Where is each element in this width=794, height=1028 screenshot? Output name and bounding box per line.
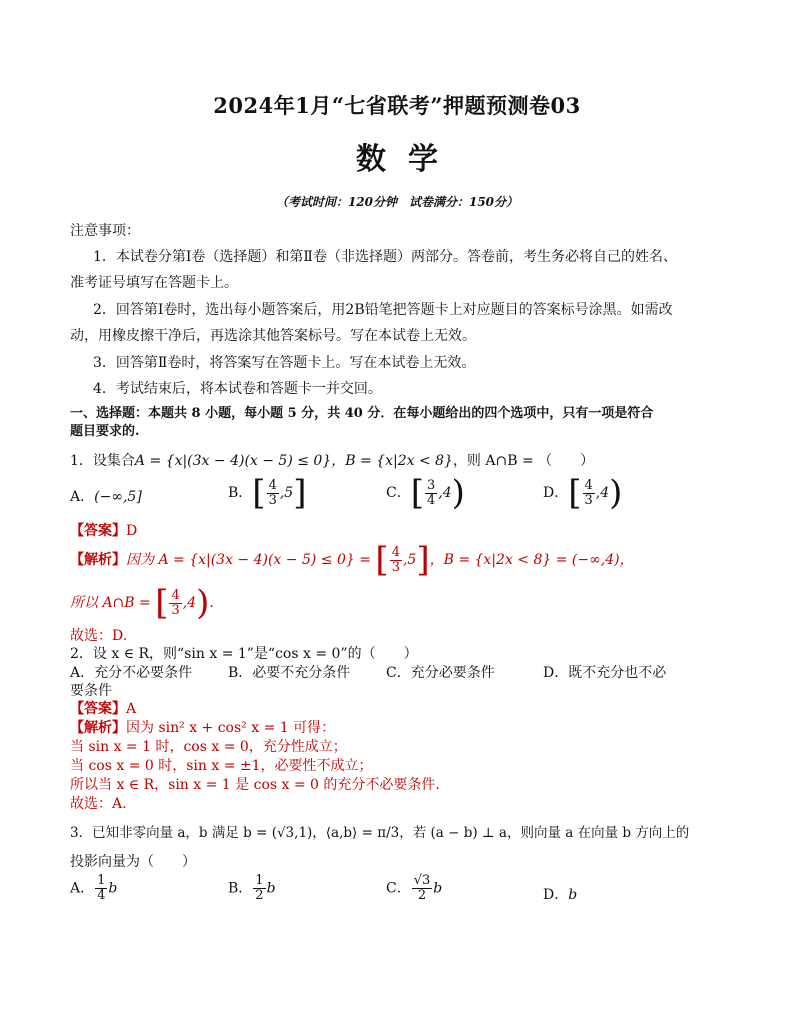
q1-option-d-num: 4: [584, 477, 593, 493]
q3-option-a-num: 1: [97, 873, 106, 888]
q1-analysis: 【解析】因为 A = {x|(3x − 4)(x − 5) ≤ 0} = [ $\frac{4}{3}$ ,5]，B = {x|2x < 8} = (−∞,4)，: [70, 540, 634, 580]
q3-option-b-num: 1: [255, 873, 264, 888]
q1-so-end: .: [209, 595, 214, 611]
q2-answer-value: A: [126, 701, 137, 717]
subject-heading: 数学: [356, 142, 460, 177]
q2-stem: 2．设 x ∈ R，则“sin x = 1”是“cos x = 0”的（ ）: [70, 646, 418, 662]
q1-option-a-value: (−∞,5]: [94, 489, 142, 505]
note-item-1-line-2: 准考证号填写在答题卡上。: [70, 275, 238, 291]
q2-analysis-line-4: 所以当 x ∈ R，sin x = 1 是 cos x = 0 的充分不必要条件.: [70, 777, 440, 793]
section-heading-line-2: 题目要求的.: [70, 424, 140, 439]
q3-stem-line-2: 投影向量为（ ）: [70, 854, 196, 870]
q3-option-b-label: B．: [228, 880, 253, 897]
q3-option-b-den: 2: [255, 888, 264, 903]
q3-option-b-vec: b: [266, 880, 276, 897]
q1-option-b-label: B．: [228, 485, 253, 501]
q1-analysis-part1: 因为 A = {x|(3x − 4)(x − 5) ≤ 0} =: [126, 552, 376, 568]
q1-choose: 故选：D.: [70, 628, 128, 644]
note-item-1-line-1: 1．本试卷分第Ⅰ卷（选择题）和第Ⅱ卷（非选择题）两部分。答卷前，考生务必将自己的姓名、: [93, 249, 677, 265]
q3-option-c-num: √3: [413, 873, 431, 888]
q3-option-c-den: 2: [417, 888, 427, 903]
q2-option-c: C．充分必要条件: [386, 665, 495, 681]
q2-option-d-continued: 要条件: [70, 683, 112, 699]
section-heading-line-1: 一、选择题：本题共 8 小题，每小题 5 分，共 40 分．在每小题给出的四个选项中，只有一项是符合: [70, 406, 654, 421]
q1-option-b-rest: ,5: [279, 485, 294, 501]
q1-analysis-num: 4: [391, 544, 400, 560]
q1-analysis-tag: 【解析】: [70, 552, 126, 568]
q1-answer-value: D: [126, 523, 138, 539]
q1-so-rest: ,4: [182, 595, 197, 611]
q1-option-c: C．[ $\frac{3}{4}$ ,4): [386, 473, 465, 513]
q2-answer: [70, 700, 136, 718]
q2-choose: 故选：A.: [70, 796, 127, 812]
q3-option-c: [386, 874, 442, 903]
q2-answer-tag: 【答案】: [70, 701, 126, 717]
q3-option-b: [228, 874, 276, 903]
q1-option-a: [70, 486, 142, 506]
q1-option-c-num: 3: [426, 477, 436, 493]
q1-analysis-rest: ,5: [402, 552, 417, 568]
q1-option-c-label: C．: [386, 485, 411, 501]
q1-option-c-rest: ,4: [438, 485, 452, 501]
note-item-4: 4．考试结束后，将本试卷和答题卡一并交回。: [93, 381, 382, 397]
q1-conclusion: 所以 A∩B = [ $\frac{4}{3}$ ,4).: [70, 583, 214, 623]
q1-option-d: D．[ $\frac{4}{3}$ ,4): [543, 473, 623, 513]
q1-option-b: B．[ $\frac{4}{3}$ ,5]: [228, 473, 307, 513]
q2-analysis-line-3: 当 cos x = 0 时，sin x = ±1，必要性不成立；: [70, 758, 373, 774]
q3-option-d: [543, 884, 577, 904]
q1-stem: [70, 452, 594, 470]
exam-info: （考试时间：120分钟 试卷满分：150分）: [275, 195, 519, 209]
q1-answer: [70, 522, 137, 540]
q1-option-b-den: 3: [268, 492, 277, 508]
q1-option-d-label: D．: [543, 485, 569, 501]
q1-answer-tag: 【答案】: [70, 523, 126, 539]
q1-analysis-part2: ，B = {x|2x < 8} = (−∞,4)，: [429, 552, 634, 568]
q2-option-a: A．充分不必要条件: [70, 665, 193, 681]
exam-title: 2024年1月“七省联考”押题预测卷03: [213, 93, 581, 118]
q1-set-b: ，B = {x|2x < 8}: [331, 453, 453, 469]
q3-option-a: [70, 874, 117, 903]
q1-option-d-den: 3: [584, 492, 593, 508]
q1-ask: ，则 A∩B = （ ）: [452, 453, 595, 469]
q3-option-d-label: D．: [543, 887, 569, 903]
note-item-2-line-1: 2．回答第Ⅰ卷时，选出每小题答案后，用2B铅笔把答题卡上对应题目的答案标号涂黑。如需改: [93, 302, 673, 318]
q3-option-c-label: C．: [386, 880, 411, 897]
q1-prefix: 1．设集合: [70, 453, 135, 469]
q2-analysis-line-1: [70, 719, 335, 737]
q2-analysis-line-2: 当 sin x = 1 时，cos x = 0，充分性成立；: [70, 739, 347, 755]
note-item-2-line-2: 动，用橡皮擦干净后，再选涂其他答案标号。写在本试卷上无效。: [70, 328, 476, 344]
q2-analysis-text-1: 因为 sin² x + cos² x = 1 可得：: [126, 720, 336, 736]
q1-set-a: A = {x|(3x − 4)(x − 5) ≤ 0}: [134, 453, 332, 469]
q3-option-a-den: 4: [97, 888, 106, 903]
q1-analysis-den: 3: [391, 559, 400, 575]
q1-option-a-label: A．: [70, 489, 95, 505]
q1-option-d-rest: ,4: [595, 485, 610, 501]
q3-option-c-vec: b: [433, 880, 443, 897]
q1-option-c-den: 4: [426, 492, 436, 508]
q1-so-den: 3: [171, 602, 180, 618]
q2-option-b: B．必要不充分条件: [228, 665, 351, 681]
q1-option-b-num: 4: [268, 477, 277, 493]
q3-option-a-vec: b: [108, 880, 118, 897]
q3-option-a-label: A．: [70, 880, 95, 897]
q2-option-d: D．既不充分也不必: [543, 665, 667, 681]
note-item-3: 3．回答第Ⅱ卷时，将答案写在答题卡上。写在本试卷上无效。: [93, 355, 476, 371]
q1-so-num: 4: [171, 587, 180, 603]
q1-so-prefix: 所以 A∩B =: [70, 595, 156, 611]
notes-heading: 注意事项：: [70, 223, 140, 239]
q2-analysis-tag: 【解析】: [70, 720, 126, 736]
q3-option-d-vec: b: [568, 887, 578, 903]
q3-stem-line-1: 3．已知非零向量 a，b 满足 b = (√3,1)，⟨a,b⟩ = π/3，若 (a − b) ⊥ a，则向量 a 在向量 b 方向上的: [70, 825, 690, 841]
